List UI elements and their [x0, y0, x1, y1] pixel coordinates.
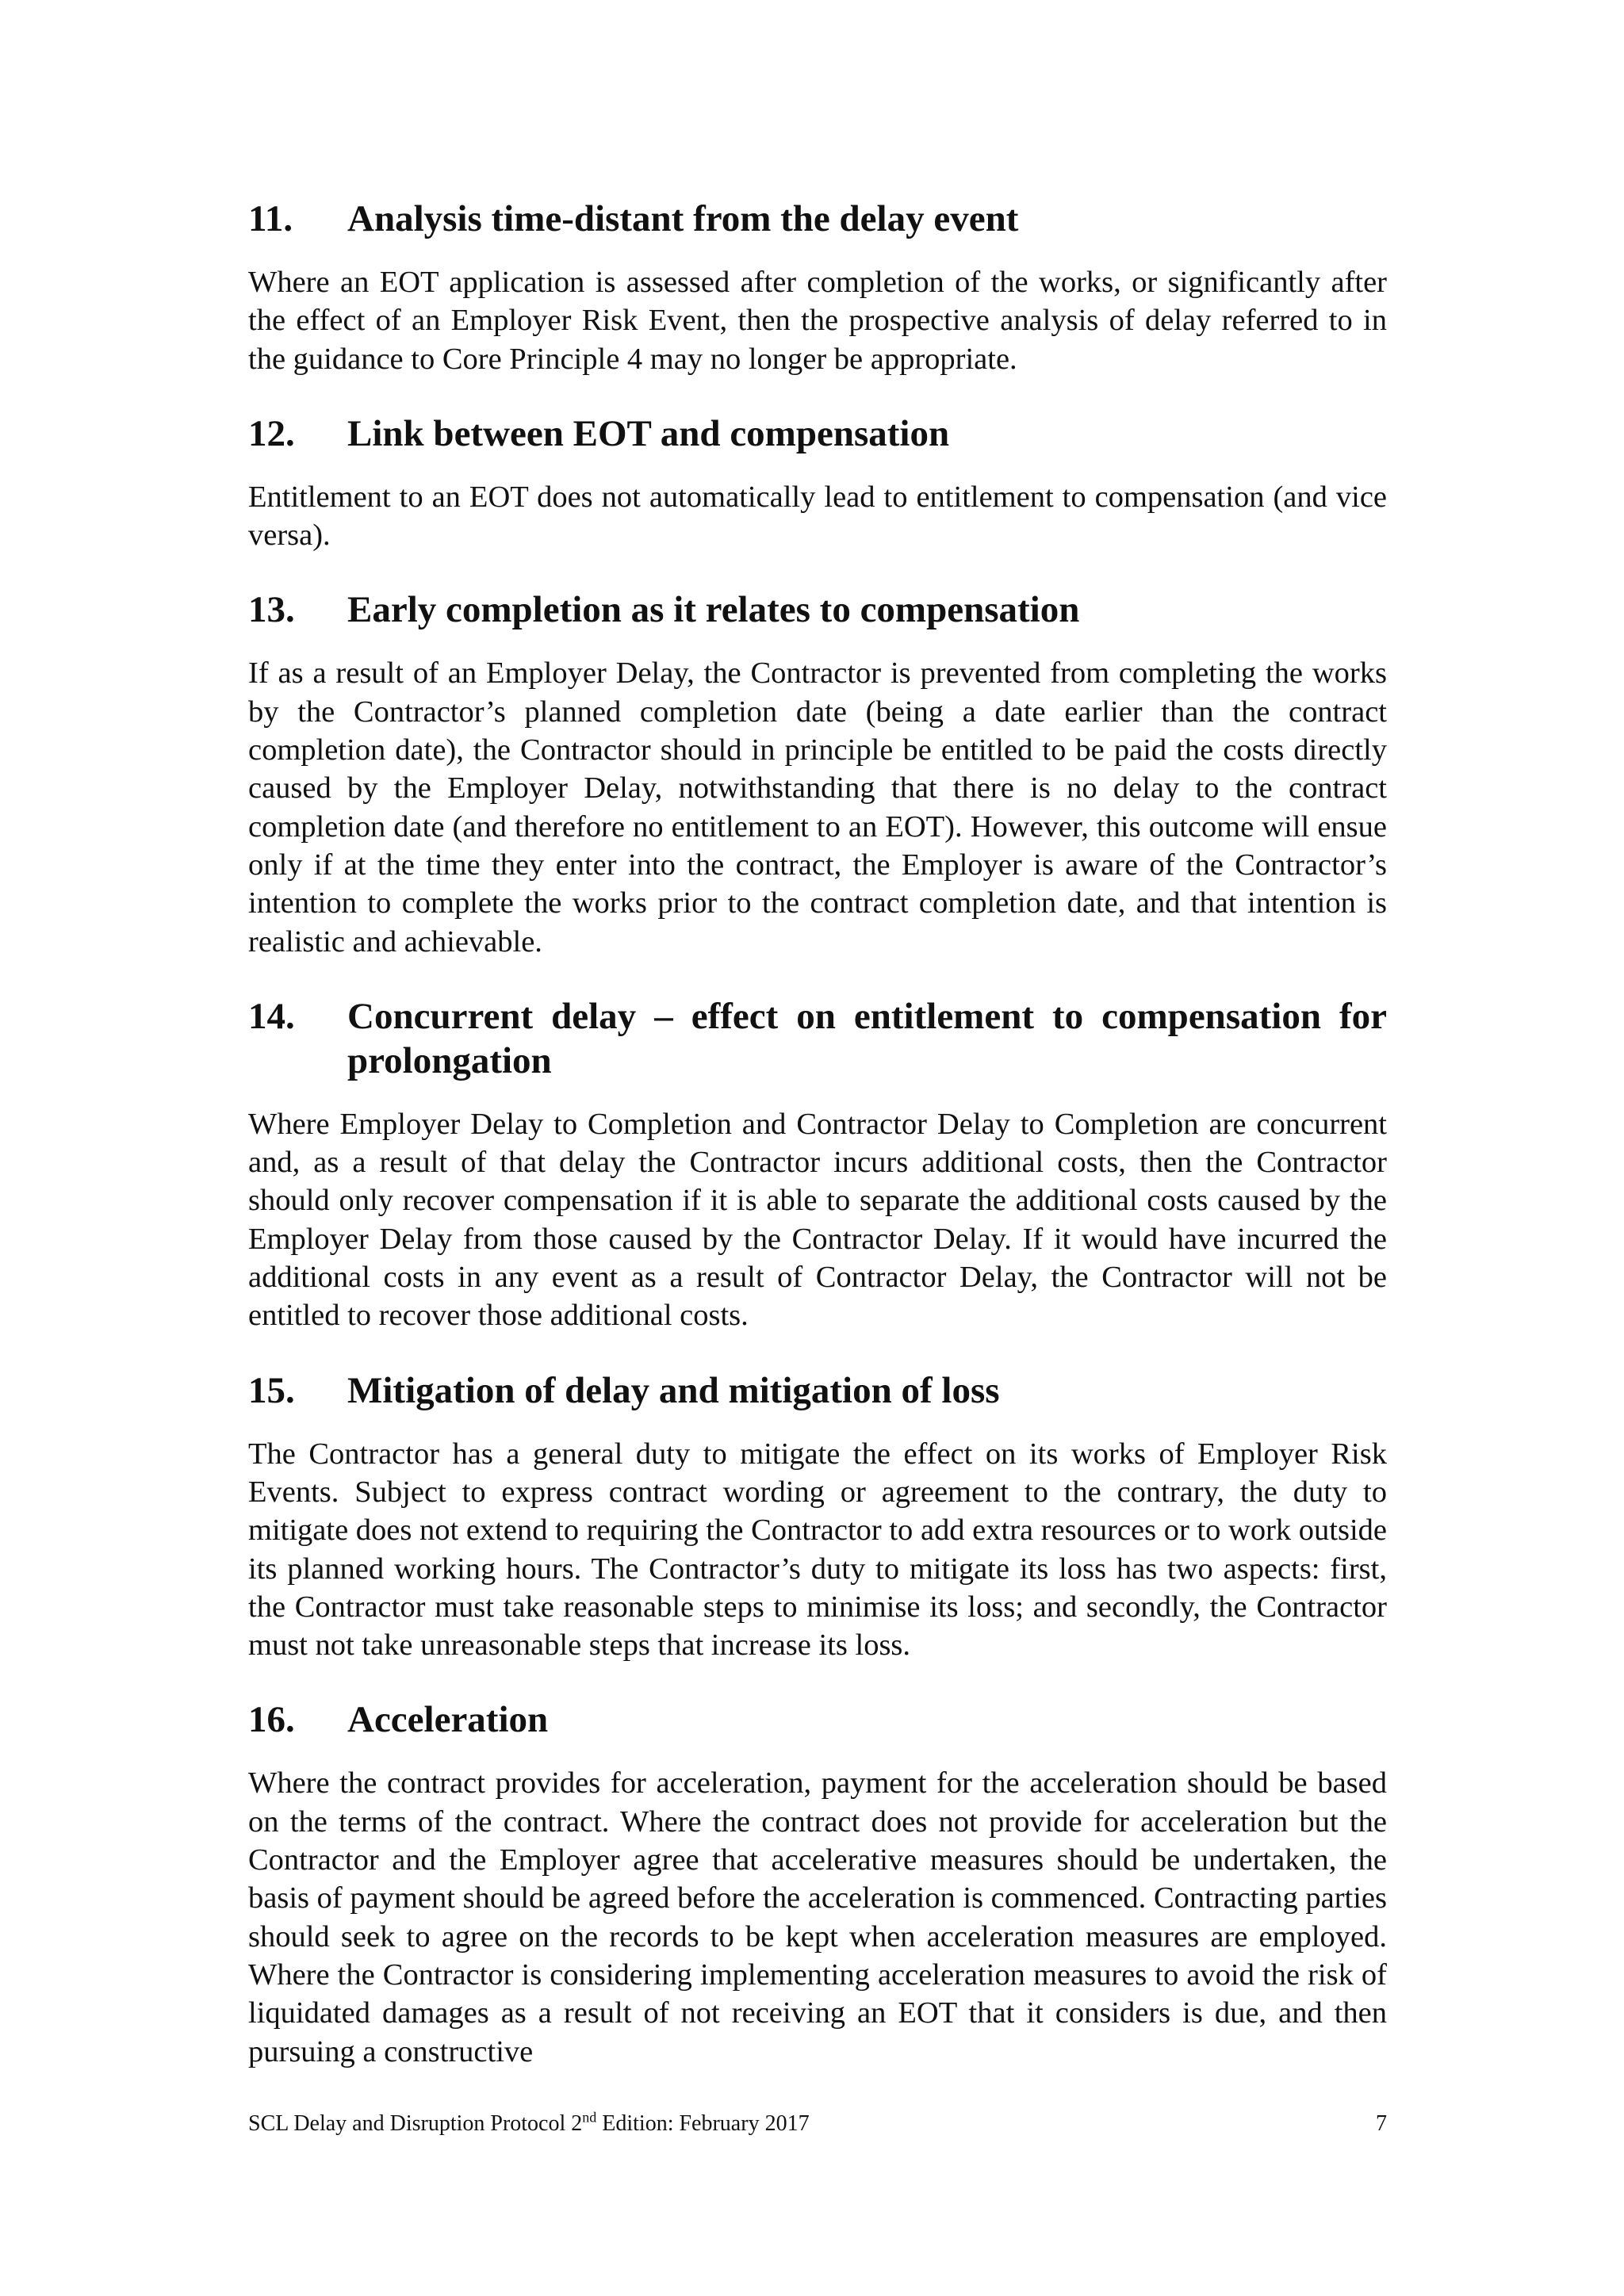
section-title: Mitigation of delay and mitigation of loss	[347, 1369, 1000, 1411]
section-body: Where Employer Delay to Completion and Contractor Delay to Completion are concurrent and, as a result of that delay the Contractor incurs additional costs, then the Contractor should only recover compensation if it is able to separate the additional costs caused by the Employer Delay from those caused by the Contractor Delay. If it would have incurred the additional costs in any event as a result of Contractor Delay, the Contractor will not be entitled to recover those additional costs.	[248, 1107, 1387, 1333]
footer-title-prefix: SCL Delay and Disruption Protocol 2	[248, 2111, 583, 2136]
section-title: Acceleration	[347, 1699, 549, 1741]
section-14	[248, 994, 1387, 1335]
section-heading	[248, 994, 1387, 1083]
section-number: 11.	[248, 198, 293, 239]
section-number: 14.	[248, 995, 295, 1037]
section-body: Where the contract provides for acceleration, payment for the acceleration should be based on the terms of the contract. Where the contract does not provide for acceleration but the Contractor and the Employer agree that accelerative measures should be undertaken, the basis of payment should be agreed before the acceleration is commenced. Contracting parties should seek to agree on the records to be kept when acceleration measures are employed. Where the Contractor is considering implementing acceleration measures to avoid the risk of liquidated damages as a result of not receiving an EOT that it considers is due, and then pursuing a constructive	[248, 1766, 1387, 2068]
section-body: Where an EOT application is assessed after completion of the works, or significantly after the effect of an Employer Risk Event, then the prospective analysis of delay referred to in the guidance to Core Principle 4 may no longer be appropriate.	[248, 266, 1387, 376]
section-15	[248, 1368, 1387, 1665]
section-body: The Contractor has a general duty to mitigate the effect on its works of Employer Risk Events. Subject to express contract wording or agreement to the contrary, the duty to mitigate does not extend to requiring the Contractor to add extra resources or to work outside its planned working hours. The Contractor’s duty to mitigate its loss has two aspects: first, the Contractor must take reasonable steps to minimise its loss; and secondly, the Contractor must not take unreasonable steps that increase its loss.	[248, 1437, 1387, 1663]
section-12	[248, 411, 1387, 555]
footer-page-number: 7	[1376, 2111, 1387, 2136]
section-11	[248, 197, 1387, 378]
section-heading	[248, 1697, 1387, 1742]
footer-title-suffix: Edition: February 2017	[596, 2111, 810, 2136]
page-footer	[248, 2110, 1387, 2137]
section-title: Link between EOT and compensation	[347, 412, 950, 454]
section-body: If as a result of an Employer Delay, the Contractor is prevented from completing the works by the Contractor’s planned completion date (being a date earlier than the contract completion date), the Contractor should in principle be entitled to be paid the costs directly caused by the Employer Delay, notwithstanding that there is no delay to the contract completion date (and therefore no entitlement to an EOT). However, this outcome will ensue only if at the time they enter into the contract, the Employer is aware of the Contractor’s intention to complete the works prior to the contract completion date, and that intention is realistic and achievable.	[248, 656, 1387, 959]
section-body: Entitlement to an EOT does not automatically lead to entitlement to compensation (and vice versa).	[248, 480, 1387, 553]
section-13	[248, 587, 1387, 960]
section-number: 13.	[248, 589, 295, 631]
section-heading	[248, 587, 1387, 632]
section-title: Early completion as it relates to compensation	[347, 589, 1080, 631]
section-heading	[248, 411, 1387, 456]
section-number: 12.	[248, 412, 295, 454]
section-title: Analysis time-distant from the delay event	[347, 198, 1019, 239]
section-heading	[248, 1368, 1387, 1413]
section-heading	[248, 197, 1387, 241]
section-title: Concurrent delay – effect on entitlement to compensation for prolongation	[347, 995, 1387, 1081]
footer-title-superscript: nd	[582, 2109, 597, 2126]
footer-document-title	[248, 2110, 810, 2137]
section-16	[248, 1697, 1387, 2070]
section-number: 15.	[248, 1369, 295, 1411]
document-page	[248, 197, 1387, 2104]
section-number: 16.	[248, 1699, 295, 1741]
